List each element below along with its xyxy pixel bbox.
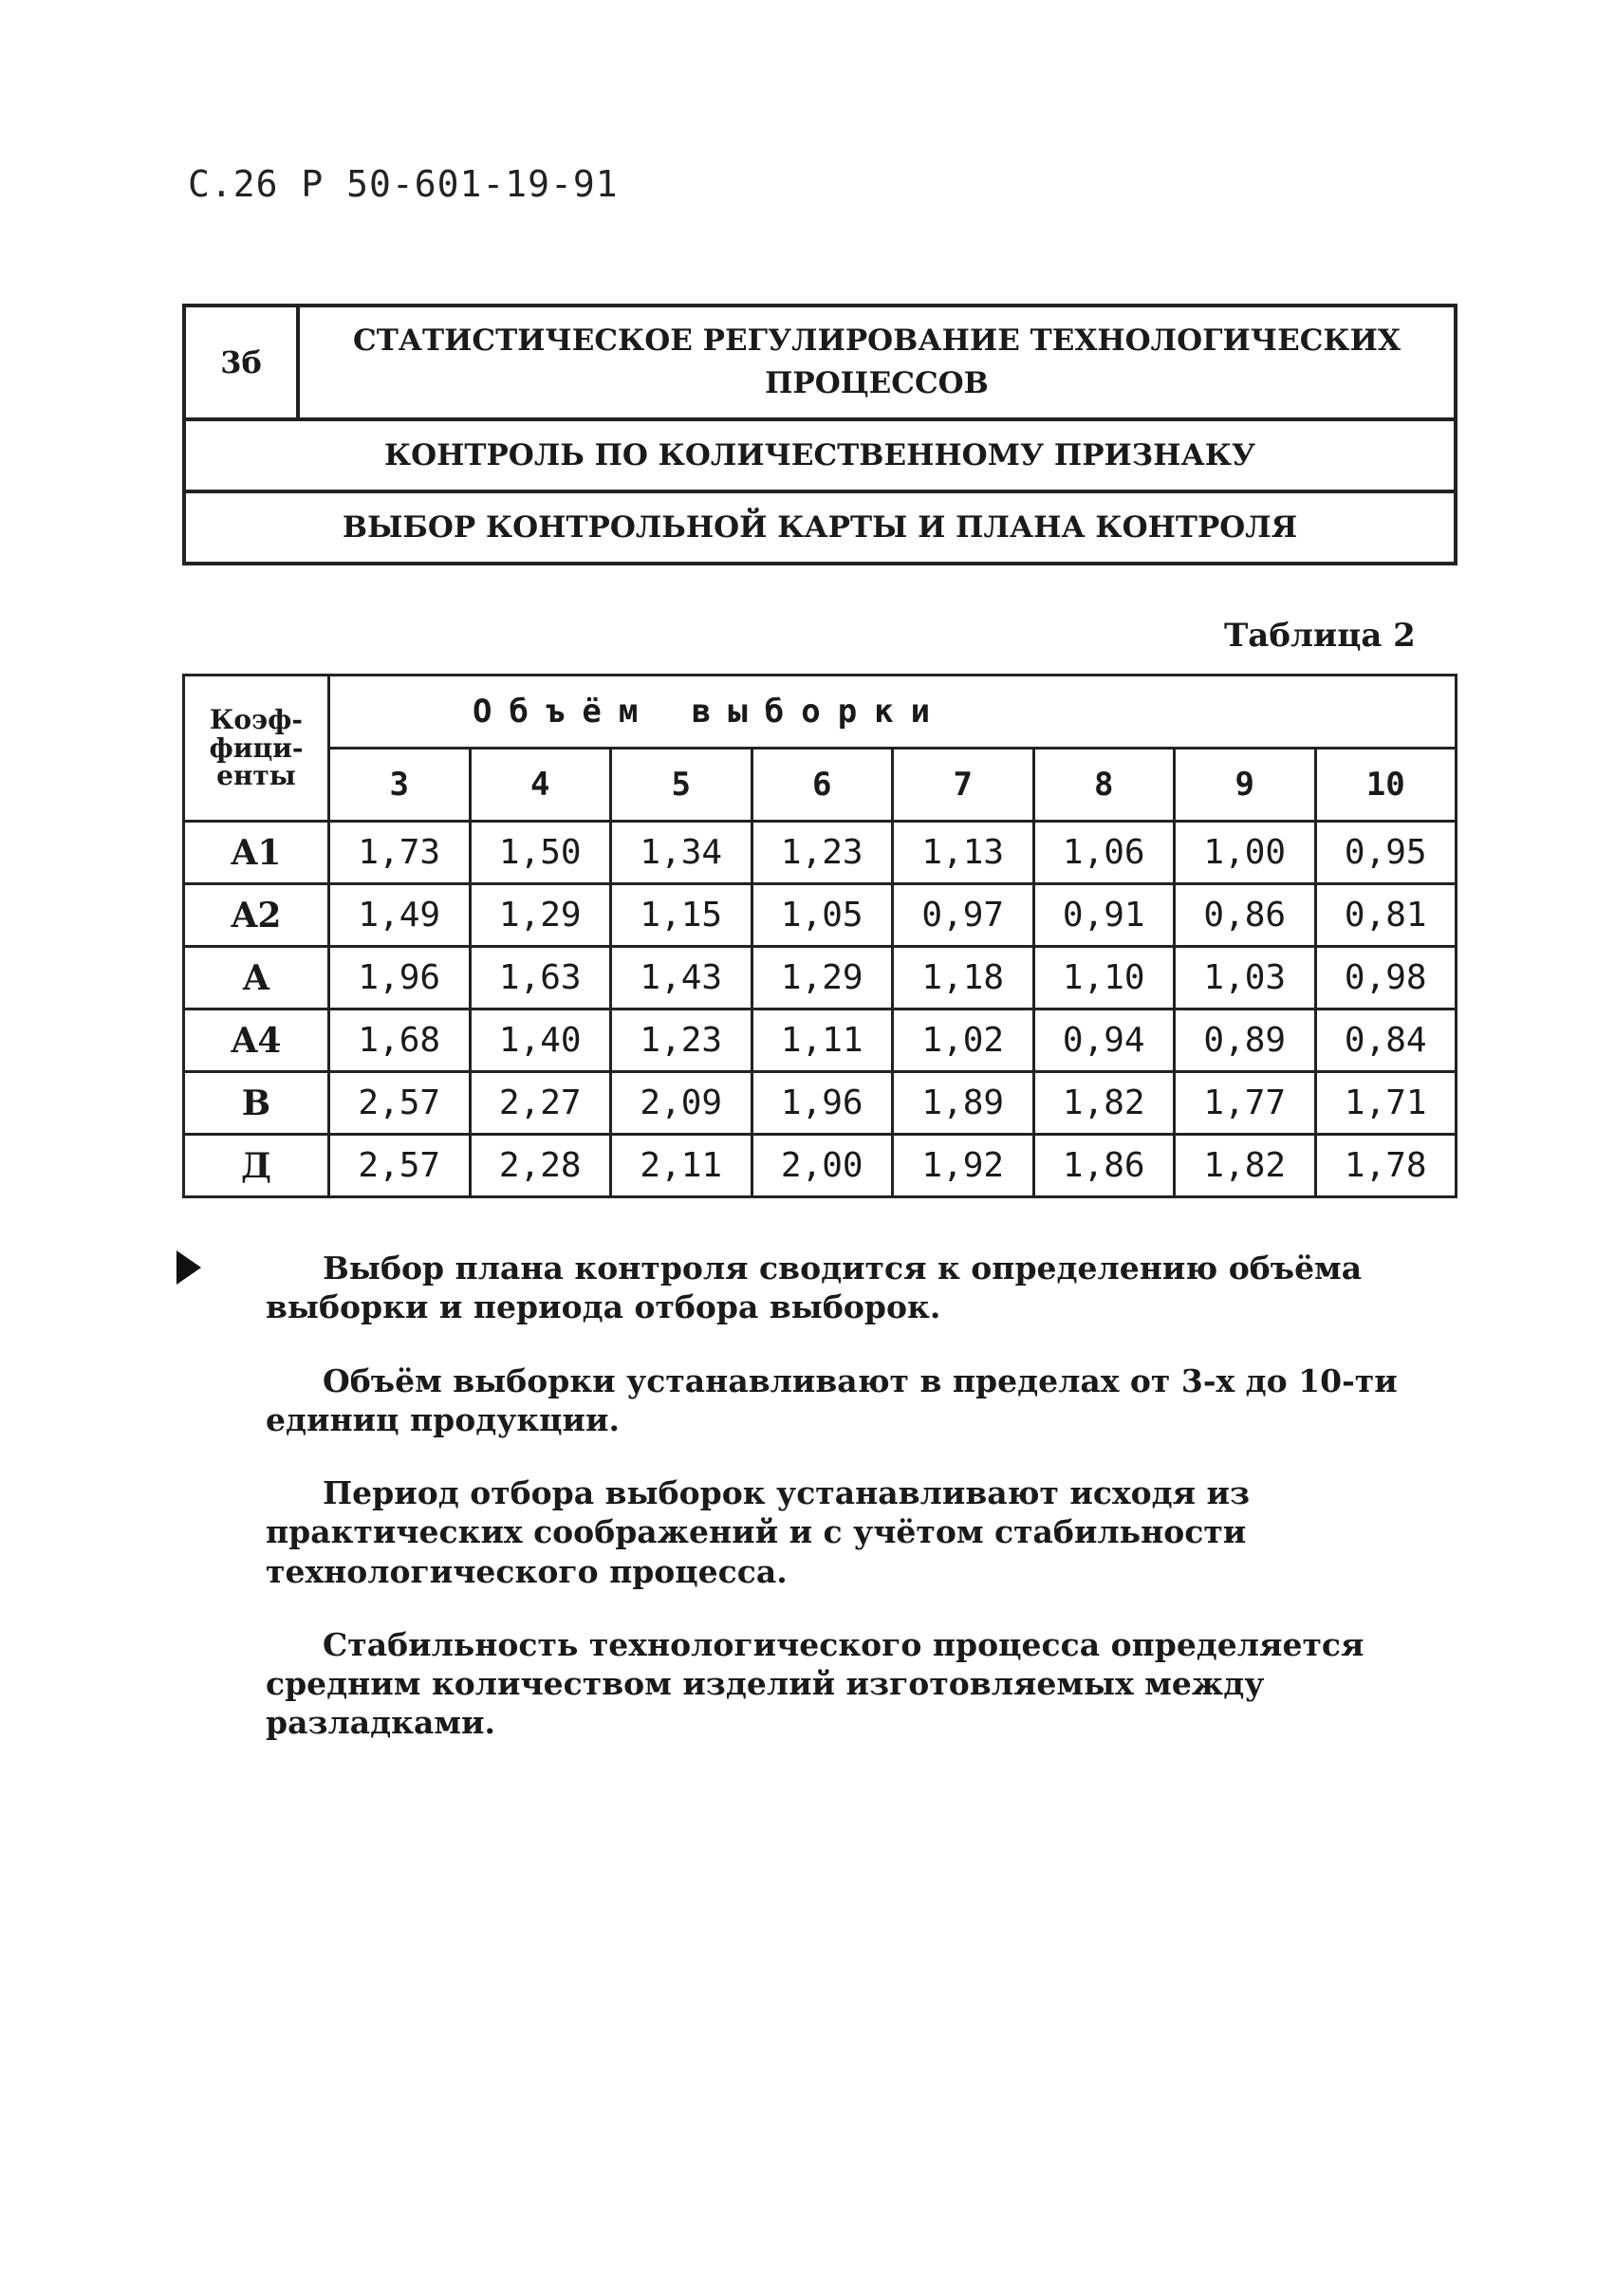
coefficient-value: 1,29 bbox=[470, 884, 611, 947]
coefficient-value: 1,49 bbox=[329, 884, 471, 947]
coefficient-value: 0,98 bbox=[1315, 947, 1457, 1009]
coefficient-value: 1,89 bbox=[893, 1072, 1034, 1135]
coefficient-value: 0,95 bbox=[1315, 822, 1457, 884]
paragraph: Объём выборки устанавливают в пределах от 3-х до 10-ти единиц продукции. bbox=[266, 1361, 1398, 1438]
coefficient-value: 0,94 bbox=[1033, 1009, 1175, 1072]
coefficient-value: 1,10 bbox=[1033, 947, 1175, 1009]
table-row bbox=[184, 822, 1457, 884]
coefficients-table bbox=[182, 674, 1457, 1198]
sample-size-header: 8 bbox=[1033, 749, 1175, 822]
coefficient-value: 2,09 bbox=[611, 1072, 752, 1135]
section-number: 3б bbox=[186, 307, 300, 417]
coefficient-value: 2,00 bbox=[752, 1135, 893, 1197]
table-row bbox=[184, 1009, 1457, 1072]
coefficient-value: 1,96 bbox=[752, 1072, 893, 1135]
coefficient-value: 1,11 bbox=[752, 1009, 893, 1072]
coefficient-value: 2,57 bbox=[329, 1072, 471, 1135]
coefficient-value: 2,11 bbox=[611, 1135, 752, 1197]
sample-size-group-header: Объём выборки bbox=[329, 676, 1457, 749]
coefficient-value: 1,50 bbox=[470, 822, 611, 884]
coefficient-value: 1,78 bbox=[1315, 1135, 1457, 1197]
table-row bbox=[184, 947, 1457, 1009]
coefficient-name: A2 bbox=[184, 884, 329, 947]
coefficient-value: 2,28 bbox=[470, 1135, 611, 1197]
table-caption: Таблица 2 bbox=[1224, 617, 1416, 655]
coefficient-value: 1,68 bbox=[329, 1009, 471, 1072]
sample-size-header: 3 bbox=[329, 749, 471, 822]
sample-size-header: 6 bbox=[752, 749, 893, 822]
paragraph: Выбор плана контроля сводится к определению объёма выборки и периода отбора выборок. bbox=[266, 1250, 1363, 1326]
coefficient-value: 1,00 bbox=[1175, 822, 1316, 884]
coefficient-value: 1,96 bbox=[329, 947, 471, 1009]
coefficient-value: 1,05 bbox=[752, 884, 893, 947]
coefficient-value: 1,02 bbox=[893, 1009, 1034, 1072]
coefficient-value: 1,29 bbox=[752, 947, 893, 1009]
coefficient-value: 2,57 bbox=[329, 1135, 471, 1197]
coefficient-value: 1,71 bbox=[1315, 1072, 1457, 1135]
coefficient-value: 1,15 bbox=[611, 884, 752, 947]
sample-size-header: 10 bbox=[1315, 749, 1457, 822]
coefficient-value: 1,40 bbox=[470, 1009, 611, 1072]
sample-size-header: 7 bbox=[893, 749, 1034, 822]
page-code: С.26 Р 50-601-19-91 bbox=[188, 163, 619, 205]
coefficient-value: 1,73 bbox=[329, 822, 471, 884]
coefficient-name: B bbox=[184, 1072, 329, 1135]
coefficient-value: 1,63 bbox=[470, 947, 611, 1009]
coefficient-value: 1,77 bbox=[1175, 1072, 1316, 1135]
coefficient-value: 0,84 bbox=[1315, 1009, 1457, 1072]
coefficient-name: A1 bbox=[184, 822, 329, 884]
coefficient-name: A4 bbox=[184, 1009, 329, 1072]
section-title: СТАТИСТИЧЕСКОЕ РЕГУЛИРОВАНИЕ ТЕХНОЛОГИЧЕСКИХ ПРОЦЕССОВ bbox=[353, 324, 1401, 400]
coefficient-value: 0,91 bbox=[1033, 884, 1175, 947]
coefficient-value: 1,82 bbox=[1175, 1135, 1316, 1197]
title-box bbox=[182, 304, 1457, 565]
coefficient-value: 1,23 bbox=[752, 822, 893, 884]
coefficient-value: 0,86 bbox=[1175, 884, 1316, 947]
sample-size-header: 4 bbox=[470, 749, 611, 822]
section-subtitle: КОНТРОЛЬ ПО КОЛИЧЕСТВЕННОМУ ПРИЗНАКУ bbox=[186, 421, 1454, 493]
section-heading: ВЫБОР КОНТРОЛЬНОЙ КАРТЫ И ПЛАНА КОНТРОЛЯ bbox=[342, 510, 1298, 545]
body-text bbox=[266, 1249, 1423, 1743]
coefficient-value: 0,81 bbox=[1315, 884, 1457, 947]
coefficient-value: 1,43 bbox=[611, 947, 752, 1009]
coefficient-value: 1,06 bbox=[1033, 822, 1175, 884]
coefficient-value: 2,27 bbox=[470, 1072, 611, 1135]
sample-size-header: 9 bbox=[1175, 749, 1316, 822]
coefficient-value: 1,82 bbox=[1033, 1072, 1175, 1135]
coefficient-value: 1,13 bbox=[893, 822, 1034, 884]
table-row bbox=[184, 884, 1457, 947]
coefficient-value: 1,34 bbox=[611, 822, 752, 884]
coefficient-value: 1,23 bbox=[611, 1009, 752, 1072]
coefficient-value: 0,97 bbox=[893, 884, 1034, 947]
sample-size-header: 5 bbox=[611, 749, 752, 822]
coefficient-name: Д bbox=[184, 1135, 329, 1197]
coefficient-value: 1,03 bbox=[1175, 947, 1316, 1009]
coefficient-value: 1,18 bbox=[893, 947, 1034, 1009]
coefficient-name: A bbox=[184, 947, 329, 1009]
coefficient-value: 1,86 bbox=[1033, 1135, 1175, 1197]
arrow-marker-icon bbox=[176, 1250, 201, 1285]
paragraph: Период отбора выборок устанавливают исходя из практических соображений и с учётом стабильности технологического процесса. bbox=[266, 1474, 1251, 1590]
paragraph: Стабильность технологического процесса определяется средним количеством изделий изготовляемых между разладками. bbox=[266, 1625, 1364, 1742]
coefficient-value: 1,92 bbox=[893, 1135, 1034, 1197]
coefficient-value: 0,89 bbox=[1175, 1009, 1316, 1072]
table-row bbox=[184, 1072, 1457, 1135]
table-row bbox=[184, 1135, 1457, 1197]
coef-column-header: Коэф-фици-енты bbox=[184, 676, 329, 822]
